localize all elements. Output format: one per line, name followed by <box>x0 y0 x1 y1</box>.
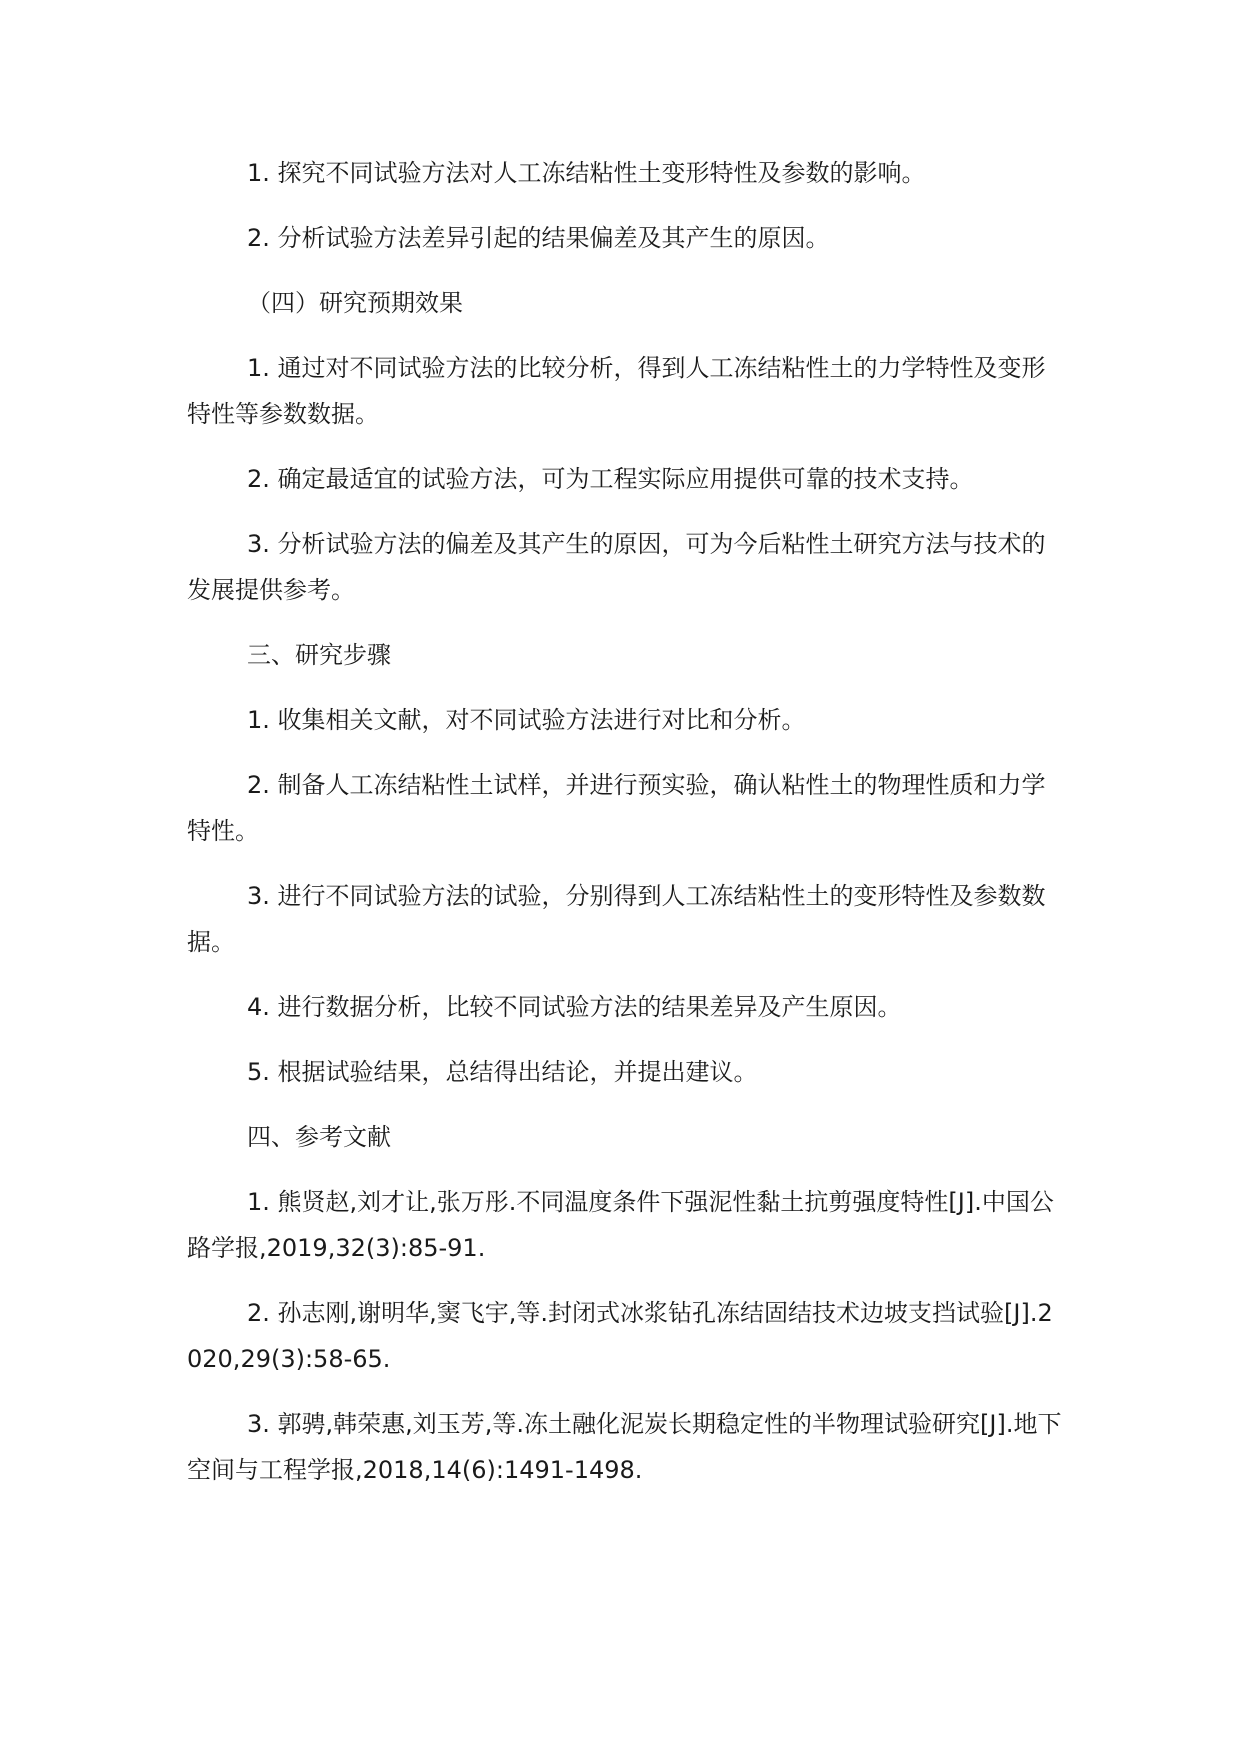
section-heading-expected-results: （四）研究预期效果 <box>247 289 463 317</box>
section-heading-research-steps: 三、研究步骤 <box>247 641 391 669</box>
research-step-5: 5. 根据试验结果，总结得出结论，并提出建议。 <box>247 1058 758 1086</box>
expected-result-1: 1. 通过对不同试验方法的比较分析，得到人工冻结粘性土的力学特性及变形特性等参数数据。 <box>187 354 1046 428</box>
expected-result-3: 3. 分析试验方法的偏差及其产生的原因，可为今后粘性土研究方法与技术的发展提供参考。 <box>187 530 1046 604</box>
reference-3: 3. 郭骋,韩荣惠,刘玉芳,等.冻土融化泥炭长期稳定性的半物理试验研究[J].地下空间与工程学报,2018,14(6):1491-1498. <box>187 1410 1062 1484</box>
document-body <box>187 150 1067 1512</box>
research-step-2: 2. 制备人工冻结粘性土试样，并进行预实验，确认粘性土的物理性质和力学特性。 <box>187 771 1046 845</box>
research-step-3: 3. 进行不同试验方法的试验，分别得到人工冻结粘性土的变形特性及参数数据。 <box>187 882 1046 956</box>
research-step-4: 4. 进行数据分析，比较不同试验方法的结果差异及产生原因。 <box>247 993 902 1021</box>
reference-1: 1. 熊贤赵,刘才让,张万彤.不同温度条件下强泥性黏土抗剪强度特性[J].中国公路学报,2019,32(3):85-91. <box>187 1188 1054 1262</box>
objective-2: 2. 分析试验方法差异引起的结果偏差及其产生的原因。 <box>247 224 830 252</box>
expected-result-2: 2. 确定最适宜的试验方法，可为工程实际应用提供可靠的技术支持。 <box>247 465 974 493</box>
reference-2: 2. 孙志刚,谢明华,窦飞宇,等.封闭式冰浆钻孔冻结固结技术边坡支挡试验[J].2020,29(3):58-65. <box>187 1299 1053 1373</box>
objective-1: 1. 探究不同试验方法对人工冻结粘性土变形特性及参数的影响。 <box>247 159 926 187</box>
research-step-1: 1. 收集相关文献，对不同试验方法进行对比和分析。 <box>247 706 806 734</box>
section-heading-references: 四、参考文献 <box>247 1123 391 1151</box>
